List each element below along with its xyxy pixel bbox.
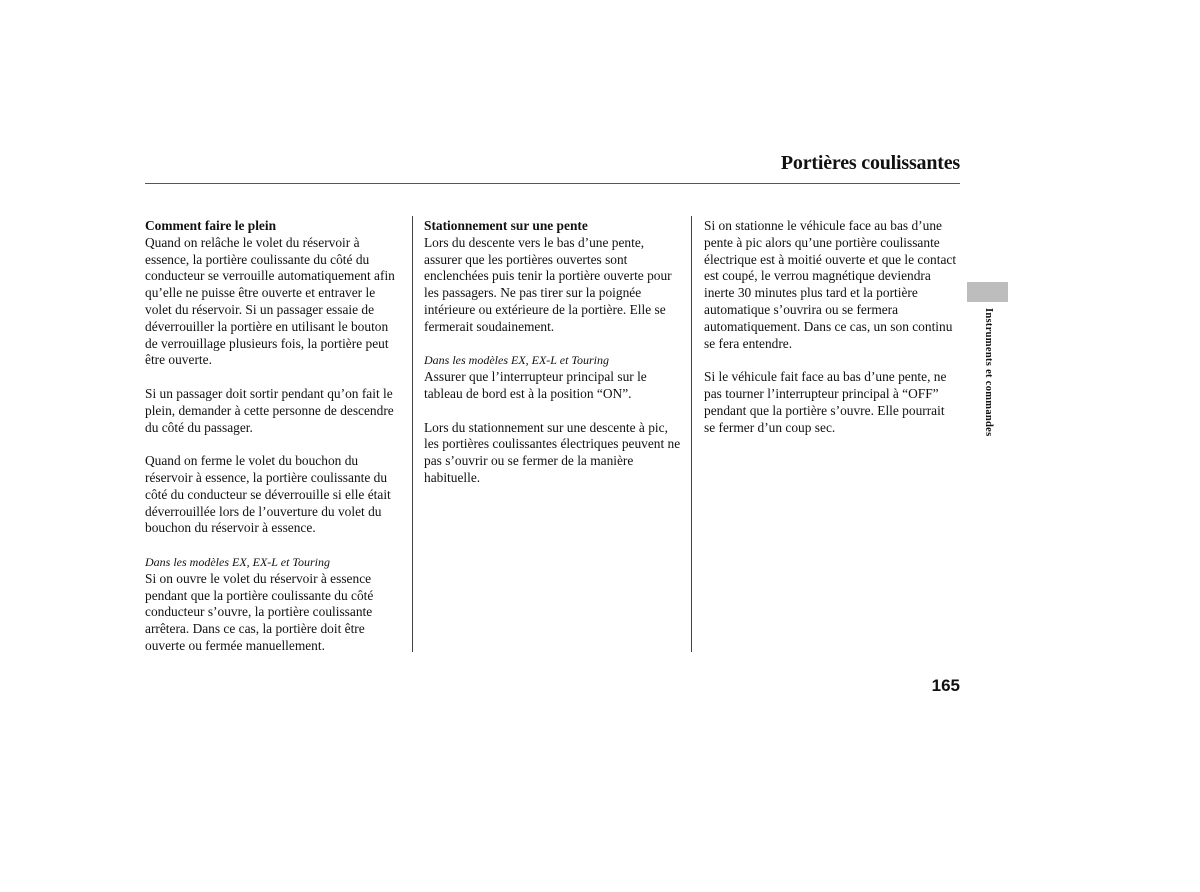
refueling-section <box>145 218 403 369</box>
paragraph: Si on ouvre le volet du réservoir à essence pendant que la portière coulissante du côté conducteur s’ouvre, la portière coulissante arrêtera. Dans ce cas, la portière doit être ouverte ou fermée manuellement. <box>145 570 374 653</box>
slope-section <box>424 218 684 336</box>
section-heading-slope: Stationnement sur une pente <box>424 218 588 233</box>
paragraph: Quand on ferme le volet du bouchon du réservoir à essence, la portière coulissante du côté du conducteur se déverrouille si elle était déverrouillée lors de l’ouverture du volet du bouchon du réservoir à essence. <box>145 453 391 536</box>
paragraph: Lors du stationnement sur une descente à pic, les portières coulissantes électriques peuvent ne pas s’ouvrir ou se fermer de la manière habituelle. <box>424 419 681 485</box>
section-tab-marker <box>967 282 1008 302</box>
section-heading-refueling: Comment faire le plein <box>145 218 277 233</box>
column-divider <box>691 216 692 652</box>
page-title: Portières coulissantes <box>780 152 960 174</box>
column-slope-parking <box>424 218 684 504</box>
model-section <box>145 554 403 655</box>
model-note: Dans les modèles EX, EX-L et Touring <box>424 353 609 368</box>
paragraph: Lors du descente vers le bas d’une pente, assurer que les portières ouvertes sont enclenchées puis tenir la portière ouverte pour les passagers. Ne pas tirer sur la poignée intérieure ou extérieure de la portière. Elle se fermerait soudainement. <box>424 234 672 334</box>
model-note: Dans les modèles EX, EX-L et Touring <box>145 554 330 569</box>
paragraph: Si on stationne le véhicule face au bas d’une pente à pic alors qu’une portière coulissante électrique est à moitié ouverte et que le contact est coupé, le verrou magnétique deviendra inerte 30 minutes plus tard et la portière automatique s’ouvrira ou se fermera automatiquement. Dans ce cas, un son continu se fera entendre. <box>704 218 957 351</box>
column-slope-continued <box>704 218 959 453</box>
paragraph: Si le véhicule fait face au bas d’une pente, ne pas tourner l’interrupteur principal à “OFF” pendant que la portière s’ouvre. Elle pourrait se fermer d’un coup sec. <box>704 369 947 435</box>
paragraph: Quand on relâche le volet du réservoir à essence, la portière coulissante du côté du conducteur se verrouille automatiquement afin qu’elle ne puisse être ouverte et entraver le volet du réservoir. Si un passager essaie de déverrouiller la portière en utilisant le bouton de verrouillage plusieurs fois, la portière peut être ouverte. <box>145 234 395 368</box>
paragraph: Si un passager doit sortir pendant qu’on fait le plein, demander à cette personne de descendre du côté du passager. <box>145 385 394 435</box>
model-section <box>424 352 684 402</box>
page-number: 165 <box>931 676 960 695</box>
column-divider <box>412 216 413 652</box>
paragraph: Assurer que l’interrupteur principal sur le tableau de bord est à la position “ON”. <box>424 369 647 401</box>
section-side-label: Instruments et commandes <box>983 308 994 437</box>
header-rule <box>145 183 960 184</box>
column-refueling <box>145 218 403 672</box>
